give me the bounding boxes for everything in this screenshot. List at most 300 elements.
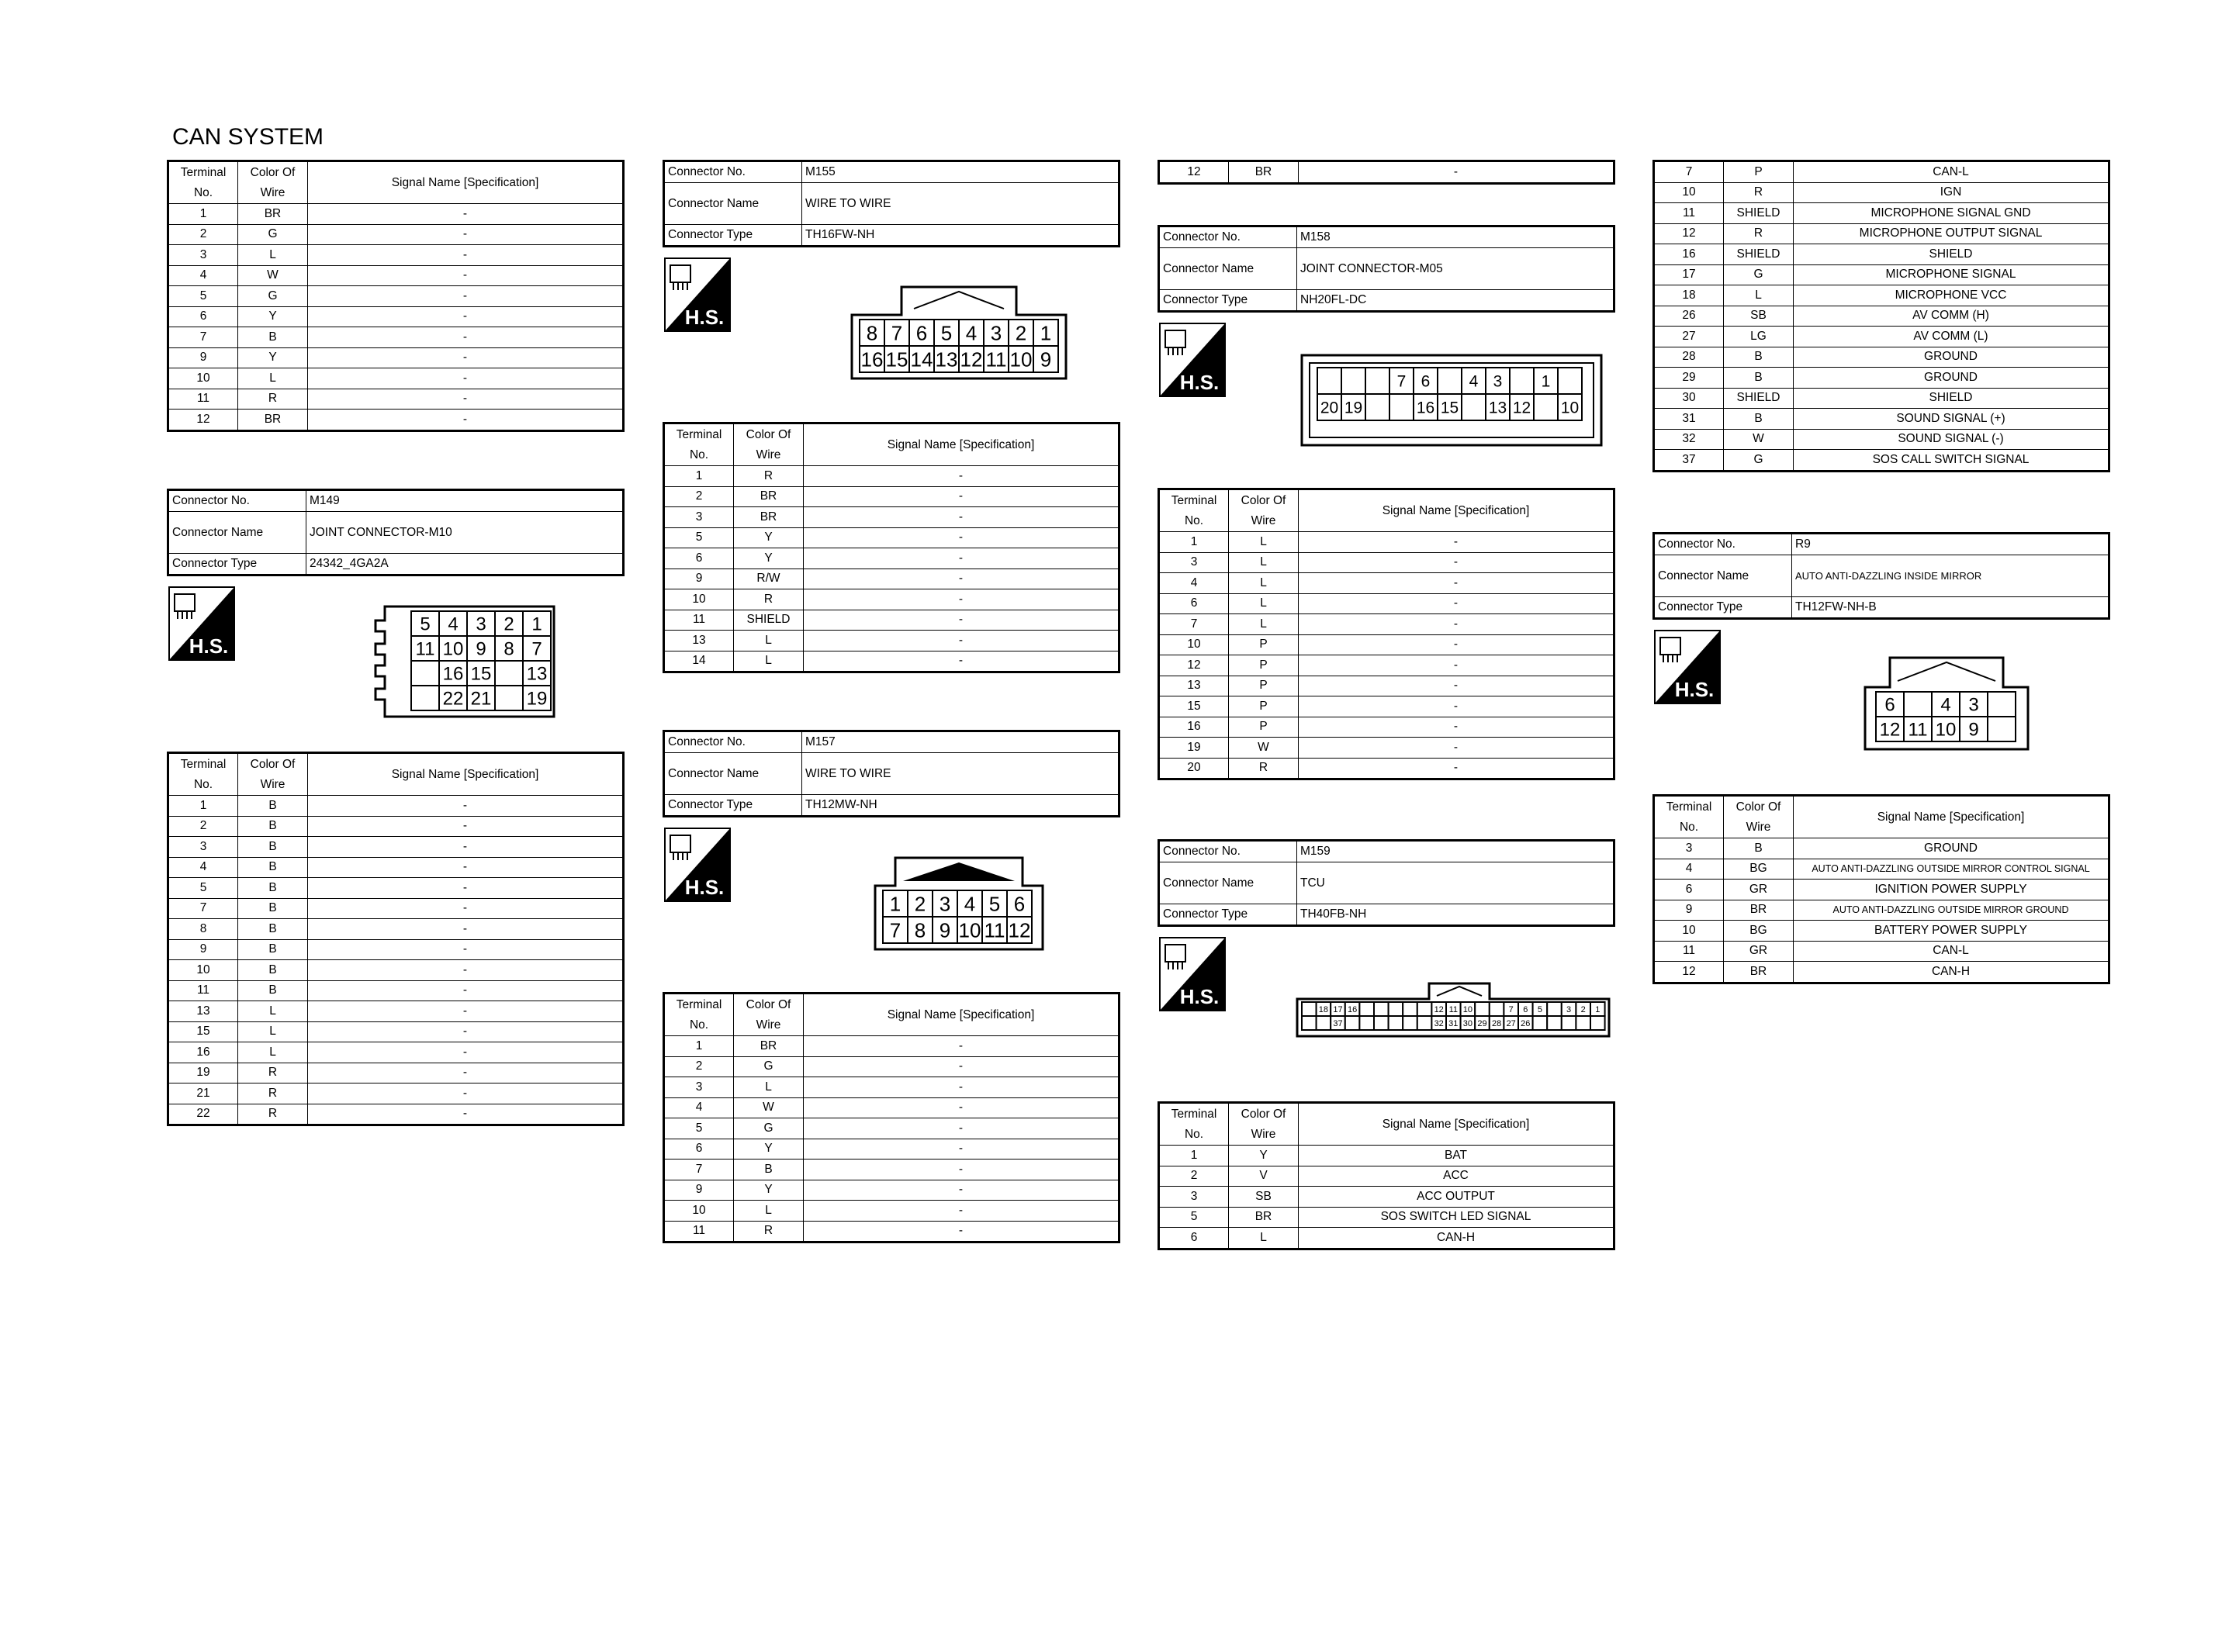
terminal-cavity [411, 686, 439, 710]
wire-color-cell: L [1229, 1228, 1299, 1249]
terminal-no-cell: 14 [664, 651, 734, 672]
terminal-no-cell: 12 [168, 410, 238, 431]
table-row [664, 589, 1120, 610]
terminal-number-label: 12 [960, 347, 983, 372]
terminal-no-cell: 13 [664, 631, 734, 651]
terminal-no-cell: 12 [1654, 223, 1724, 244]
terminal-cavity [1345, 1016, 1360, 1030]
terminal-no-cell: 20 [1159, 758, 1229, 779]
table-row [1654, 409, 2109, 430]
wire-color-cell: R [734, 466, 804, 487]
signal-name-cell: - [1299, 593, 1614, 614]
terminal-cavity [1533, 1016, 1548, 1030]
connector-name-label: Connector Name [664, 753, 802, 795]
table-row [1159, 717, 1614, 738]
terminal-cavity [1576, 1016, 1590, 1030]
wire-color-cell: B [734, 1160, 804, 1180]
terminal-no-cell: 27 [1654, 327, 1724, 347]
terminal-no-cell: 3 [168, 245, 238, 266]
wire-color-cell: L [734, 631, 804, 651]
wire-color-cell: B [238, 919, 308, 940]
hs-symbol-icon [664, 828, 731, 902]
terminal-no-cell: 16 [1159, 717, 1229, 738]
table-row [664, 1221, 1120, 1242]
terminal-table-top-col3 [1158, 160, 1615, 185]
wire-color-cell: BR [1229, 161, 1299, 184]
signal-name-cell: - [804, 569, 1120, 589]
signal-name-header: Signal Name [Specification] [1299, 489, 1614, 532]
signal-name-cell: GROUND [1794, 838, 2109, 859]
terminal-no-cell: 1 [1159, 1146, 1229, 1166]
terminal-no-cell: 11 [1654, 203, 1724, 224]
hs-symbol-icon [168, 586, 235, 661]
terminal-no-header: Terminal No. [1654, 796, 1724, 838]
signal-name-cell: - [308, 857, 624, 878]
table-row [1159, 532, 1614, 553]
wire-color-cell: L [1229, 573, 1299, 594]
table-row [168, 898, 624, 919]
terminal-cavity [1590, 1016, 1605, 1030]
terminal-no-cell: 3 [1654, 838, 1724, 859]
table-row [1654, 429, 2109, 450]
wire-color-cell: R [238, 1104, 308, 1125]
wire-color-cell: G [734, 1056, 804, 1077]
signal-name-cell: - [308, 286, 624, 307]
terminal-number-label: 37 [1333, 1018, 1343, 1028]
wire-color-cell: L [1229, 614, 1299, 635]
connector-diagram-m159 [1296, 982, 1611, 1038]
terminal-number-label: 3 [1968, 694, 1979, 716]
terminal-no-header: Terminal No. [664, 994, 734, 1036]
table-row [664, 1077, 1120, 1098]
table-row [1654, 859, 2109, 880]
table-row [1654, 203, 2109, 224]
terminal-number-label: 4 [965, 321, 978, 345]
signal-name-cell: - [308, 1001, 624, 1022]
terminal-no-header: Terminal No. [664, 423, 734, 466]
table-row [664, 1160, 1120, 1180]
terminal-cavity [1417, 1016, 1432, 1030]
wire-color-cell: BG [1724, 859, 1794, 880]
terminal-no-cell: 4 [1654, 859, 1724, 880]
wire-color-header: Color Of Wire [238, 161, 308, 204]
wire-color-cell: G [734, 1118, 804, 1139]
connector-name-label: Connector Name [168, 512, 306, 554]
table-row [1159, 552, 1614, 573]
signal-name-header: Signal Name [Specification] [804, 994, 1120, 1036]
terminal-number-label: 21 [470, 688, 492, 710]
wire-color-cell: Y [734, 548, 804, 569]
table-row [1159, 573, 1614, 594]
wire-color-cell: R/W [734, 569, 804, 589]
wire-color-cell: P [1229, 634, 1299, 655]
terminal-number-label: 11 [1448, 1004, 1459, 1014]
wire-color-cell: W [734, 1097, 804, 1118]
terminal-no-cell: 16 [1654, 244, 1724, 265]
terminal-no-header: Terminal No. [1159, 1103, 1229, 1146]
terminal-no-cell: 30 [1654, 388, 1724, 409]
signal-name-cell: CAN-H [1794, 962, 2109, 983]
signal-name-cell: - [804, 527, 1120, 548]
terminal-number-label: 6 [1523, 1004, 1528, 1014]
wire-color-cell: GR [1724, 941, 1794, 962]
table-row [1654, 450, 2109, 472]
terminal-number-label: 19 [1344, 399, 1363, 417]
signal-name-cell: CAN-L [1794, 941, 2109, 962]
connector-name-label: Connector Name [1159, 862, 1297, 904]
terminal-no-cell: 32 [1654, 429, 1724, 450]
terminal-number-label: 12 [1008, 918, 1031, 942]
table-row [664, 610, 1120, 631]
wire-color-cell: Y [734, 527, 804, 548]
terminal-no-cell: 10 [664, 589, 734, 610]
table-row [168, 327, 624, 348]
wire-color-cell: SHIELD [734, 610, 804, 631]
wire-color-cell: G [238, 286, 308, 307]
terminal-cavity [1389, 1002, 1403, 1016]
signal-name-cell: SOS SWITCH LED SIGNAL [1299, 1207, 1614, 1228]
table-row [168, 796, 624, 817]
connector-name-label: Connector Name [1159, 248, 1297, 290]
terminal-no-cell: 29 [1654, 368, 1724, 389]
signal-name-cell: - [804, 486, 1120, 507]
terminal-no-cell: 11 [168, 389, 238, 410]
terminal-number-label: 4 [448, 613, 459, 635]
signal-name-cell: - [308, 1104, 624, 1125]
signal-name-cell: - [1299, 676, 1614, 696]
terminal-cavity [1389, 1016, 1403, 1030]
table-row [168, 347, 624, 368]
terminal-number-label: 6 [1421, 372, 1431, 391]
terminal-no-cell: 7 [1159, 614, 1229, 635]
wire-color-cell: L [238, 245, 308, 266]
table-row [168, 878, 624, 899]
connector-no-value: M159 [1297, 841, 1614, 862]
terminal-number-label: 4 [1940, 694, 1951, 716]
wire-color-cell: BG [1724, 921, 1794, 942]
wire-color-cell: R [1724, 223, 1794, 244]
terminal-number-label: 7 [531, 638, 542, 660]
terminal-no-cell: 4 [664, 1097, 734, 1118]
terminal-no-cell: 12 [1159, 161, 1229, 184]
terminal-number-label: 15 [470, 663, 492, 685]
terminal-no-cell: 19 [1159, 738, 1229, 759]
table-row [168, 816, 624, 837]
terminal-number-label: 14 [910, 347, 933, 372]
terminal-number-label: 4 [964, 892, 976, 916]
connector-no-value: M158 [1297, 226, 1614, 248]
terminal-number-label: 5 [420, 613, 431, 635]
terminal-number-label: 10 [958, 918, 981, 942]
connector-diagram-m149 [371, 605, 557, 718]
terminal-cavity [1389, 394, 1414, 420]
signal-name-cell: SOUND SIGNAL (+) [1794, 409, 2109, 430]
terminal-no-cell: 6 [1159, 1228, 1229, 1249]
connector-no-label: Connector No. [664, 161, 802, 183]
terminal-number-label: 9 [1968, 719, 1979, 741]
terminal-no-cell: 13 [1159, 676, 1229, 696]
terminal-no-cell: 6 [1159, 593, 1229, 614]
table-row [1159, 1146, 1614, 1166]
wire-color-cell: L [1229, 532, 1299, 553]
wire-color-cell: SB [1229, 1187, 1299, 1208]
wire-color-cell: BR [1724, 962, 1794, 983]
wire-color-cell: LG [1724, 327, 1794, 347]
wire-color-cell: W [238, 265, 308, 286]
terminal-no-cell: 13 [168, 1001, 238, 1022]
signal-name-cell: - [804, 1180, 1120, 1201]
terminal-no-cell: 3 [1159, 1187, 1229, 1208]
signal-name-cell: - [308, 1083, 624, 1104]
wire-color-cell: L [1229, 593, 1299, 614]
terminal-cavity [1365, 394, 1389, 420]
terminal-number-label: 1 [1541, 372, 1551, 391]
wire-color-cell: Y [734, 1180, 804, 1201]
table-row [168, 1063, 624, 1083]
connector-type-value: TH40FB-NH [1297, 904, 1614, 926]
table-row [664, 631, 1120, 651]
terminal-number-label: 3 [476, 613, 486, 635]
terminal-no-cell: 10 [1654, 921, 1724, 942]
wire-color-cell: Y [1229, 1146, 1299, 1166]
connector-info-m155 [663, 160, 1120, 247]
terminal-cavity [1317, 368, 1341, 394]
connector-name-value: JOINT CONNECTOR-M10 [306, 512, 624, 554]
terminal-table-top-col4 [1652, 160, 2110, 472]
terminal-number-label: 12 [1434, 1004, 1444, 1014]
terminal-number-label: 10 [1935, 719, 1957, 741]
hs-symbol-icon [1159, 937, 1226, 1011]
table-row [1159, 1187, 1614, 1208]
terminal-no-cell: 11 [664, 610, 734, 631]
connector-type-label: Connector Type [1159, 290, 1297, 312]
terminal-number-label: 4 [1469, 372, 1479, 391]
terminal-no-cell: 28 [1654, 347, 1724, 368]
terminal-no-cell: 3 [664, 1077, 734, 1098]
wire-color-cell: B [1724, 347, 1794, 368]
connector-type-label: Connector Type [168, 554, 306, 575]
table-row [1654, 223, 2109, 244]
connector-no-label: Connector No. [1159, 841, 1297, 862]
terminal-no-cell: 4 [168, 857, 238, 878]
table-row [664, 548, 1120, 569]
terminal-table-r9 [1652, 794, 2110, 984]
terminal-no-cell: 22 [168, 1104, 238, 1125]
signal-name-cell: SOS CALL SWITCH SIGNAL [1794, 450, 2109, 472]
terminal-no-cell: 5 [1159, 1207, 1229, 1228]
signal-name-cell: - [308, 410, 624, 431]
terminal-no-header: Terminal No. [168, 753, 238, 796]
terminal-cavity [1475, 1002, 1490, 1016]
signal-name-cell: GROUND [1794, 368, 2109, 389]
terminal-cavity [1534, 394, 1558, 420]
table-row [168, 1042, 624, 1063]
terminal-no-cell: 2 [168, 224, 238, 245]
signal-name-cell: - [1299, 552, 1614, 573]
wire-color-cell: L [238, 368, 308, 389]
connector-info-r9 [1652, 532, 2110, 620]
table-row [1159, 634, 1614, 655]
terminal-number-label: 6 [915, 321, 928, 345]
terminal-number-label: 8 [914, 918, 926, 942]
signal-name-header: Signal Name [Specification] [1794, 796, 2109, 838]
terminal-no-cell: 5 [664, 1118, 734, 1139]
table-row [1654, 941, 2109, 962]
svg-text:H.S.: H.S. [1179, 371, 1220, 394]
wire-color-cell: B [238, 796, 308, 817]
terminal-number-label: 15 [885, 347, 908, 372]
wire-color-cell: L [734, 1077, 804, 1098]
wire-color-cell: R [734, 589, 804, 610]
signal-name-cell: - [308, 389, 624, 410]
terminal-number-label: 12 [1879, 719, 1901, 741]
terminal-no-cell: 10 [664, 1201, 734, 1222]
terminal-cavity [1547, 1002, 1562, 1016]
connector-no-value: M149 [306, 490, 624, 512]
terminal-number-label: 12 [1512, 399, 1531, 417]
table-row [168, 960, 624, 981]
terminal-no-cell: 2 [664, 1056, 734, 1077]
signal-name-cell: - [1299, 573, 1614, 594]
signal-name-cell: SHIELD [1794, 244, 2109, 265]
terminal-cavity [1374, 1002, 1389, 1016]
terminal-number-label: 1 [1040, 321, 1052, 345]
table-row [168, 1083, 624, 1104]
terminal-number-label: 7 [891, 321, 903, 345]
terminal-number-label: 9 [476, 638, 486, 660]
signal-name-cell: - [804, 1201, 1120, 1222]
signal-name-cell: - [308, 1063, 624, 1083]
signal-name-cell: MICROPHONE OUTPUT SIGNAL [1794, 223, 2109, 244]
connector-info-m149 [167, 489, 625, 576]
terminal-no-cell: 1 [1159, 532, 1229, 553]
terminal-number-label: 13 [935, 347, 958, 372]
signal-name-cell: - [308, 837, 624, 858]
terminal-no-cell: 6 [664, 1139, 734, 1160]
table-row [1654, 264, 2109, 285]
signal-name-cell: - [308, 224, 624, 245]
terminal-no-cell: 19 [168, 1063, 238, 1083]
table-row [664, 1201, 1120, 1222]
connector-name-value: WIRE TO WIRE [802, 183, 1120, 225]
wire-color-cell: L [238, 1021, 308, 1042]
hs-symbol-icon [1654, 630, 1721, 704]
terminal-number-label: 5 [940, 321, 953, 345]
wire-color-cell: BR [734, 486, 804, 507]
connector-type-value: NH20FL-DC [1297, 290, 1614, 312]
signal-name-cell: BATTERY POWER SUPPLY [1794, 921, 2109, 942]
signal-name-cell: - [308, 204, 624, 225]
terminal-number-label: 26 [1521, 1018, 1531, 1028]
table-row [1654, 161, 2109, 183]
terminal-number-label: 11 [984, 918, 1005, 942]
table-row [168, 368, 624, 389]
terminal-no-cell: 37 [1654, 450, 1724, 472]
signal-name-cell: - [1299, 161, 1614, 184]
table-row [664, 507, 1120, 528]
wire-color-cell: L [734, 1201, 804, 1222]
signal-name-header: Signal Name [Specification] [308, 161, 624, 204]
terminal-no-cell: 2 [1159, 1166, 1229, 1187]
signal-name-cell: AUTO ANTI-DAZZLING OUTSIDE MIRROR GROUND [1794, 900, 2109, 921]
terminal-cavity [1438, 368, 1462, 394]
connector-no-value: R9 [1792, 534, 2109, 555]
signal-name-cell: - [308, 898, 624, 919]
connector-info-m159 [1158, 839, 1615, 927]
wire-color-cell: L [1724, 285, 1794, 306]
wire-color-cell: B [1724, 838, 1794, 859]
terminal-no-cell: 3 [168, 837, 238, 858]
wire-color-cell: Y [238, 306, 308, 327]
wire-color-cell: W [1229, 738, 1299, 759]
terminal-cavity [1988, 717, 2016, 741]
wire-color-cell: G [238, 224, 308, 245]
terminal-number-label: 28 [1491, 1018, 1502, 1028]
terminal-no-cell: 10 [1159, 634, 1229, 655]
table-row [168, 306, 624, 327]
table-row [1159, 1228, 1614, 1249]
wire-color-header: Color Of Wire [734, 994, 804, 1036]
terminal-number-label: 16 [860, 347, 884, 372]
terminal-cavity [1562, 1016, 1576, 1030]
connector-type-value: TH12FW-NH-B [1792, 597, 2109, 619]
table-row [1654, 962, 2109, 983]
signal-name-cell: - [804, 589, 1120, 610]
wire-color-cell: R [238, 1083, 308, 1104]
svg-text:H.S.: H.S. [1674, 678, 1715, 701]
signal-name-cell: - [804, 1097, 1120, 1118]
wire-color-cell: B [238, 980, 308, 1001]
connector-name-value: TCU [1297, 862, 1614, 904]
terminal-number-label: 10 [1560, 399, 1580, 417]
terminal-no-cell: 16 [168, 1042, 238, 1063]
table-row [1654, 388, 2109, 409]
terminal-cavity [1317, 1016, 1331, 1030]
table-row [168, 286, 624, 307]
signal-name-cell: - [804, 1118, 1120, 1139]
connector-no-label: Connector No. [168, 490, 306, 512]
table-row [664, 1056, 1120, 1077]
signal-name-cell: - [804, 466, 1120, 487]
terminal-cavity [1988, 692, 2016, 717]
terminal-number-label: 7 [889, 918, 901, 942]
table-row [1654, 327, 2109, 347]
wire-color-cell: GR [1724, 880, 1794, 900]
signal-name-cell: AUTO ANTI-DAZZLING OUTSIDE MIRROR CONTROL SIGNAL [1794, 859, 2109, 880]
terminal-no-cell: 10 [168, 960, 238, 981]
table-row [664, 486, 1120, 507]
hs-symbol-icon [1159, 323, 1226, 397]
terminal-number-label: 13 [1488, 399, 1507, 417]
table-row [168, 919, 624, 940]
terminal-no-cell: 9 [664, 1180, 734, 1201]
signal-name-cell: AV COMM (L) [1794, 327, 2109, 347]
terminal-number-label: 32 [1434, 1018, 1444, 1028]
terminal-no-header: Terminal No. [168, 161, 238, 204]
wire-color-cell: Y [734, 1139, 804, 1160]
terminal-number-label: 5 [1537, 1004, 1542, 1014]
terminal-no-cell: 15 [1159, 696, 1229, 717]
terminal-number-label: 7 [1508, 1004, 1514, 1014]
svg-text:H.S.: H.S. [189, 634, 229, 658]
terminal-number-label: 9 [939, 918, 951, 942]
signal-name-cell: ACC OUTPUT [1299, 1187, 1614, 1208]
connector-type-label: Connector Type [664, 225, 802, 247]
terminal-cavity [1462, 394, 1486, 420]
terminal-no-cell: 11 [168, 980, 238, 1001]
signal-name-cell: SHIELD [1794, 388, 2109, 409]
terminal-number-label: 3 [990, 321, 1002, 345]
